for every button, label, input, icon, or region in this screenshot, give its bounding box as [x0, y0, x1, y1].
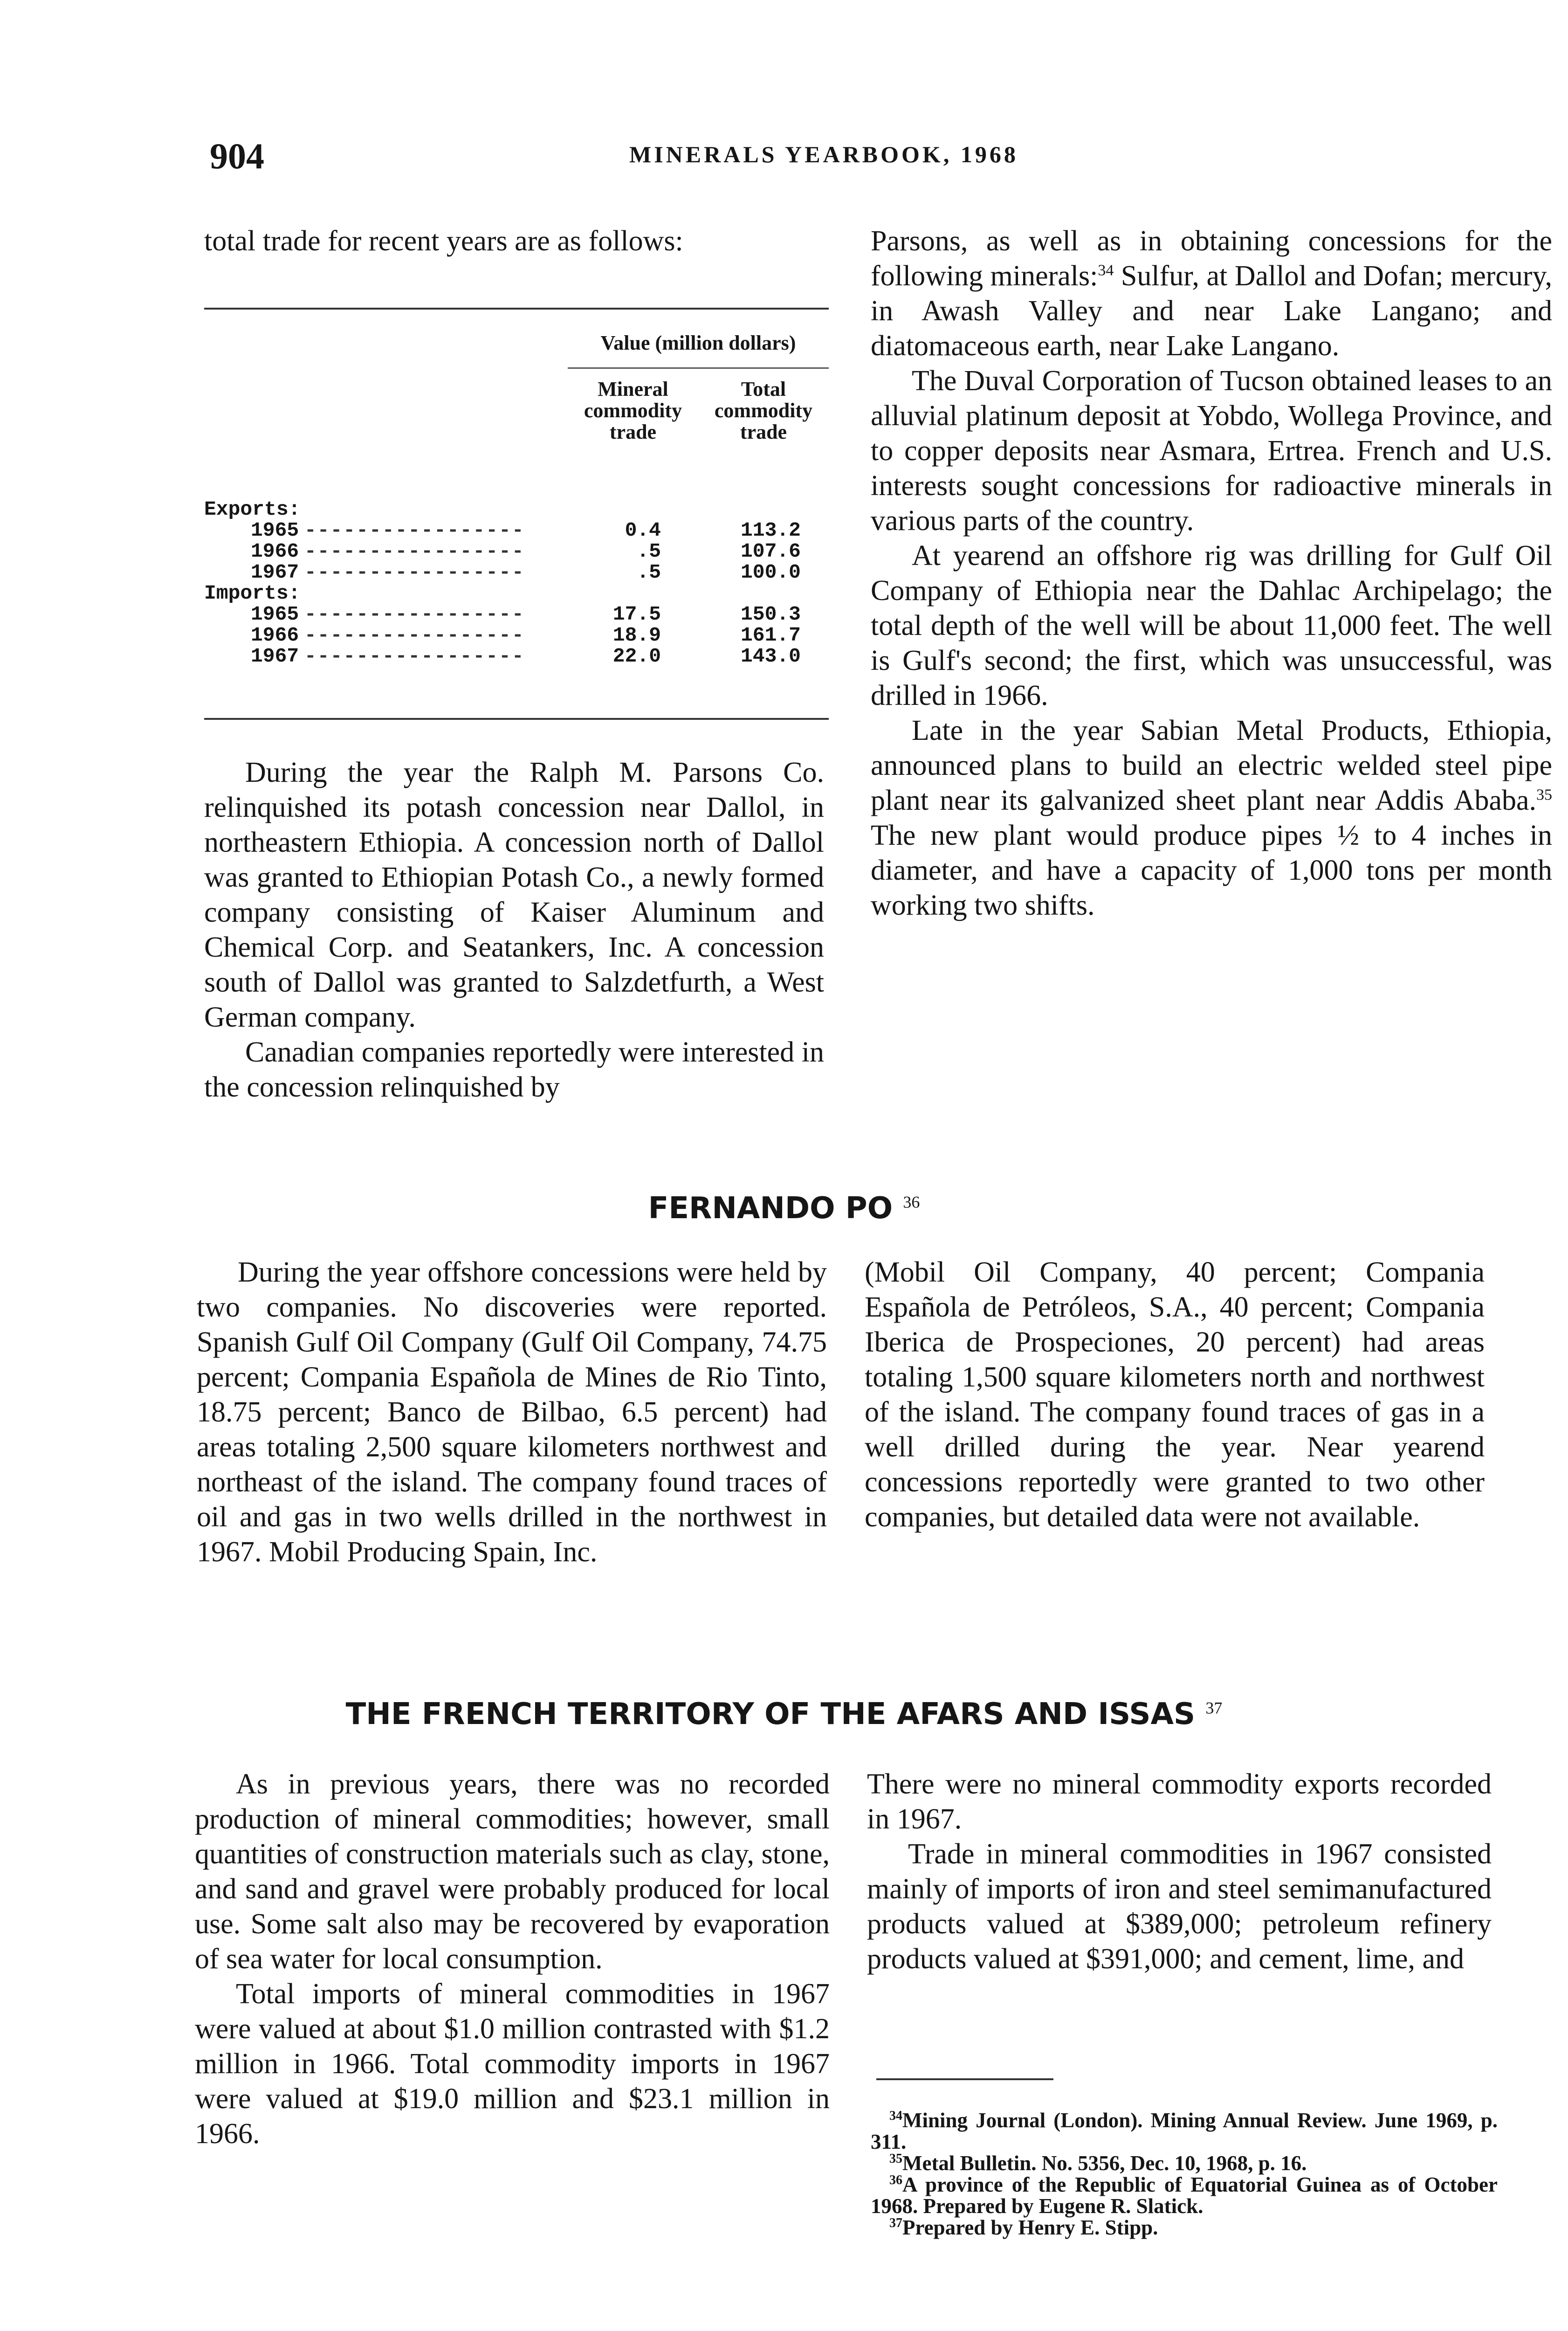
table-group-header: Value (million dollars) [600, 331, 796, 354]
mineral-trade-value: 0.4 [625, 519, 661, 542]
footnote-text: Metal Bulletin. No. 5356, Dec. 10, 1968, p. 16. [902, 2152, 1307, 2175]
page-number: 904 [210, 136, 264, 176]
paragraph: Canadian companies reportedly were interested in the concession relinquished by [204, 1036, 824, 1103]
table-bottom-rule [204, 718, 829, 720]
paragraph: At yearend an offshore rig was drilling for Gulf Oil Company of Ethiopia near the Dahlac Archipelago; the total depth of the well will be about 11,000 feet. The well is Gulf's second; the first, which was unsuccessful, was drilled in 1966. [871, 540, 1552, 711]
mineral-trade-value: .5 [637, 561, 661, 584]
table-row [204, 520, 829, 541]
footnote-ref: 36 [903, 1193, 920, 1212]
row-label: 1966 [251, 624, 299, 647]
footnote-text: A province of the Republic of Equatorial Guinea as of October 1968. Prepared by Eugene R. Slatick. [871, 2173, 1498, 2218]
footnote-ref: 34 [1098, 262, 1114, 279]
total-trade-value: 150.3 [740, 603, 801, 626]
footnote [871, 2152, 1498, 2174]
footnotes [871, 2110, 1498, 2238]
table-row [204, 604, 829, 625]
section1-left-column [204, 224, 824, 259]
footnote-number: 36 [889, 2173, 902, 2187]
paragraph: During the year the Ralph M. Parsons Co. relinquished its potash concession near Dallol, in northeastern Ethiopia. A concession north of Dallol was granted to Ethiopian Potash Co., a newly formed company consisting of Kaiser Aluminum and Chemical Corp. and Seatankers, Inc. A concession south of Dallol was granted to Salzdetfurth, a West German company. [204, 757, 824, 1033]
footnote-rule [876, 2078, 1053, 2080]
mineral-trade-value: .5 [637, 540, 661, 563]
section2-left-column [197, 1255, 827, 1570]
col-header-mineral: Mineral commodity trade [584, 378, 682, 443]
row-label: 1965 [251, 603, 299, 626]
paragraph: During the year offshore concessions were held by two companies. No discoveries were reported. Spanish Gulf Oil Company (Gulf Oil Company, 74.75 percent; Compania Española de Mines de Rio Tinto, 18.75 percent; Banco de Bilbao, 6.5 percent) had areas totaling 2,500 square kilometers northwest and northeast of the island. The company found traces of oil and gas in two wells drilled in the northwest in 1967. Mobil Producing Spain, Inc. [197, 1256, 827, 1568]
table-header-rule [568, 367, 829, 369]
row-label: 1967 [251, 561, 299, 584]
section-heading-afars-issas: THE FRENCH TERRITORY OF THE AFARS AND ISSAS $^{37}$ [345, 1697, 1223, 1731]
paragraph: The Duval Corporation of Tucson obtained leases to an alluvial platinum deposit at Yobdo, Wollega Province, and to copper deposits near Asmara, Ertrea. French and U.S. interests sought concessions for radioactive minerals in various parts of the country. [871, 365, 1552, 537]
paragraph: Late in the year Sabian Metal Products, Ethiopia, announced plans to build an electric welded steel pipe plant near its galvanized sheet plant near Addis Ababa.$^{35}$ The new plant would produce pipes ½ to 4 inches in diameter, and have a capacity of 1,000 tons per month working two shifts. [871, 715, 1552, 921]
leader-dots: ----------------- [304, 561, 525, 584]
total-trade-value: 107.6 [740, 540, 801, 563]
footnote-number: 35 [889, 2152, 902, 2166]
footnote-text: Prepared by Henry E. Stipp. [902, 2216, 1158, 2239]
row-label: 1966 [251, 540, 299, 563]
table-row [204, 625, 829, 646]
table-intro: total trade for recent years are as follows: [204, 225, 683, 257]
footnote [871, 2110, 1498, 2152]
row-label: 1967 [251, 645, 299, 668]
mineral-trade-value: 17.5 [612, 603, 661, 626]
table-body [204, 499, 829, 667]
footnote-number: 37 [889, 2216, 902, 2230]
mineral-trade-value: 22.0 [612, 645, 661, 668]
total-trade-value: 100.0 [740, 561, 801, 584]
total-trade-value: 143.0 [740, 645, 801, 668]
table-row [204, 541, 829, 562]
footnote-number: 34 [889, 2109, 902, 2123]
table-row [204, 499, 829, 520]
row-label: Exports: [204, 498, 301, 521]
paragraph: As in previous years, there was no recorded production of mineral commodities; however, small quantities of construction materials such as clay, stone, and sand and gravel were probably produced for local use. Some salt also may be recovered by evaporation of sea water for local consumption. [195, 1768, 830, 1975]
row-label: Imports: [204, 582, 301, 605]
paragraph: Total imports of mineral commodities in 1967 were valued at about $1.0 million contrasted with $1.2 million in 1966. Total commodity imports in 1967 were valued at $19.0 million and $23.1 million in 1966. [195, 1978, 830, 2150]
total-trade-value: 161.7 [740, 624, 801, 647]
section1-right-column [871, 224, 1552, 923]
section3-left-column [195, 1767, 830, 2152]
leader-dots: ----------------- [304, 603, 525, 626]
footnote [871, 2174, 1498, 2217]
leader-dots: ----------------- [304, 645, 525, 668]
section-heading-fernando-po: FERNANDO PO $^{36}$ [648, 1191, 920, 1226]
table-row [204, 646, 829, 667]
paragraph: (Mobil Oil Company, 40 percent; Compania Española de Petróleos, S.A., 40 percent; Compania Iberica de Prospeciones, 20 percent) had areas totaling 1,500 square kilometers north and northwest of the island. The company found traces of gas in a well drilled during the year. Near yearend concessions reportedly were granted to two other companies, but detailed data were not available. [865, 1256, 1485, 1533]
total-trade-value: 113.2 [740, 519, 801, 542]
footnote-text: Mining Journal (London). Mining Annual Review. June 1969, p. 311. [871, 2109, 1498, 2153]
paragraph: Parsons, as well as in obtaining concessions for the following minerals:$^{34}$ Sulfur, at Dallol and Dofan; mercury, in Awash Valley and near Lake Langano; and diatomaceous earth, near Lake Langano. [871, 225, 1553, 362]
row-label: 1965 [251, 519, 299, 542]
paragraph: There were no mineral commodity exports recorded in 1967. [867, 1768, 1492, 1835]
leader-dots: ----------------- [304, 519, 525, 542]
footnote-ref: 35 [1536, 786, 1552, 804]
footnote [871, 2217, 1498, 2238]
table-row [204, 583, 829, 604]
footnote-ref: 37 [1205, 1698, 1223, 1717]
section3-right-column [867, 1767, 1492, 1977]
running-title: MINERALS YEARBOOK, 1968 [629, 141, 1018, 167]
col-header-total: Total commodity trade [714, 378, 813, 443]
section1-left-text [204, 755, 824, 1105]
table-top-rule [204, 308, 829, 310]
leader-dots: ----------------- [304, 624, 525, 647]
leader-dots: ----------------- [304, 540, 525, 563]
section2-right-column [865, 1255, 1485, 1535]
mineral-trade-value: 18.9 [612, 624, 661, 647]
paragraph: Trade in mineral commodities in 1967 consisted mainly of imports of iron and steel semimanufactured products valued at $389,000; petroleum refinery products valued at $391,000; and cement, lime, and [867, 1838, 1492, 1975]
table-row [204, 562, 829, 583]
